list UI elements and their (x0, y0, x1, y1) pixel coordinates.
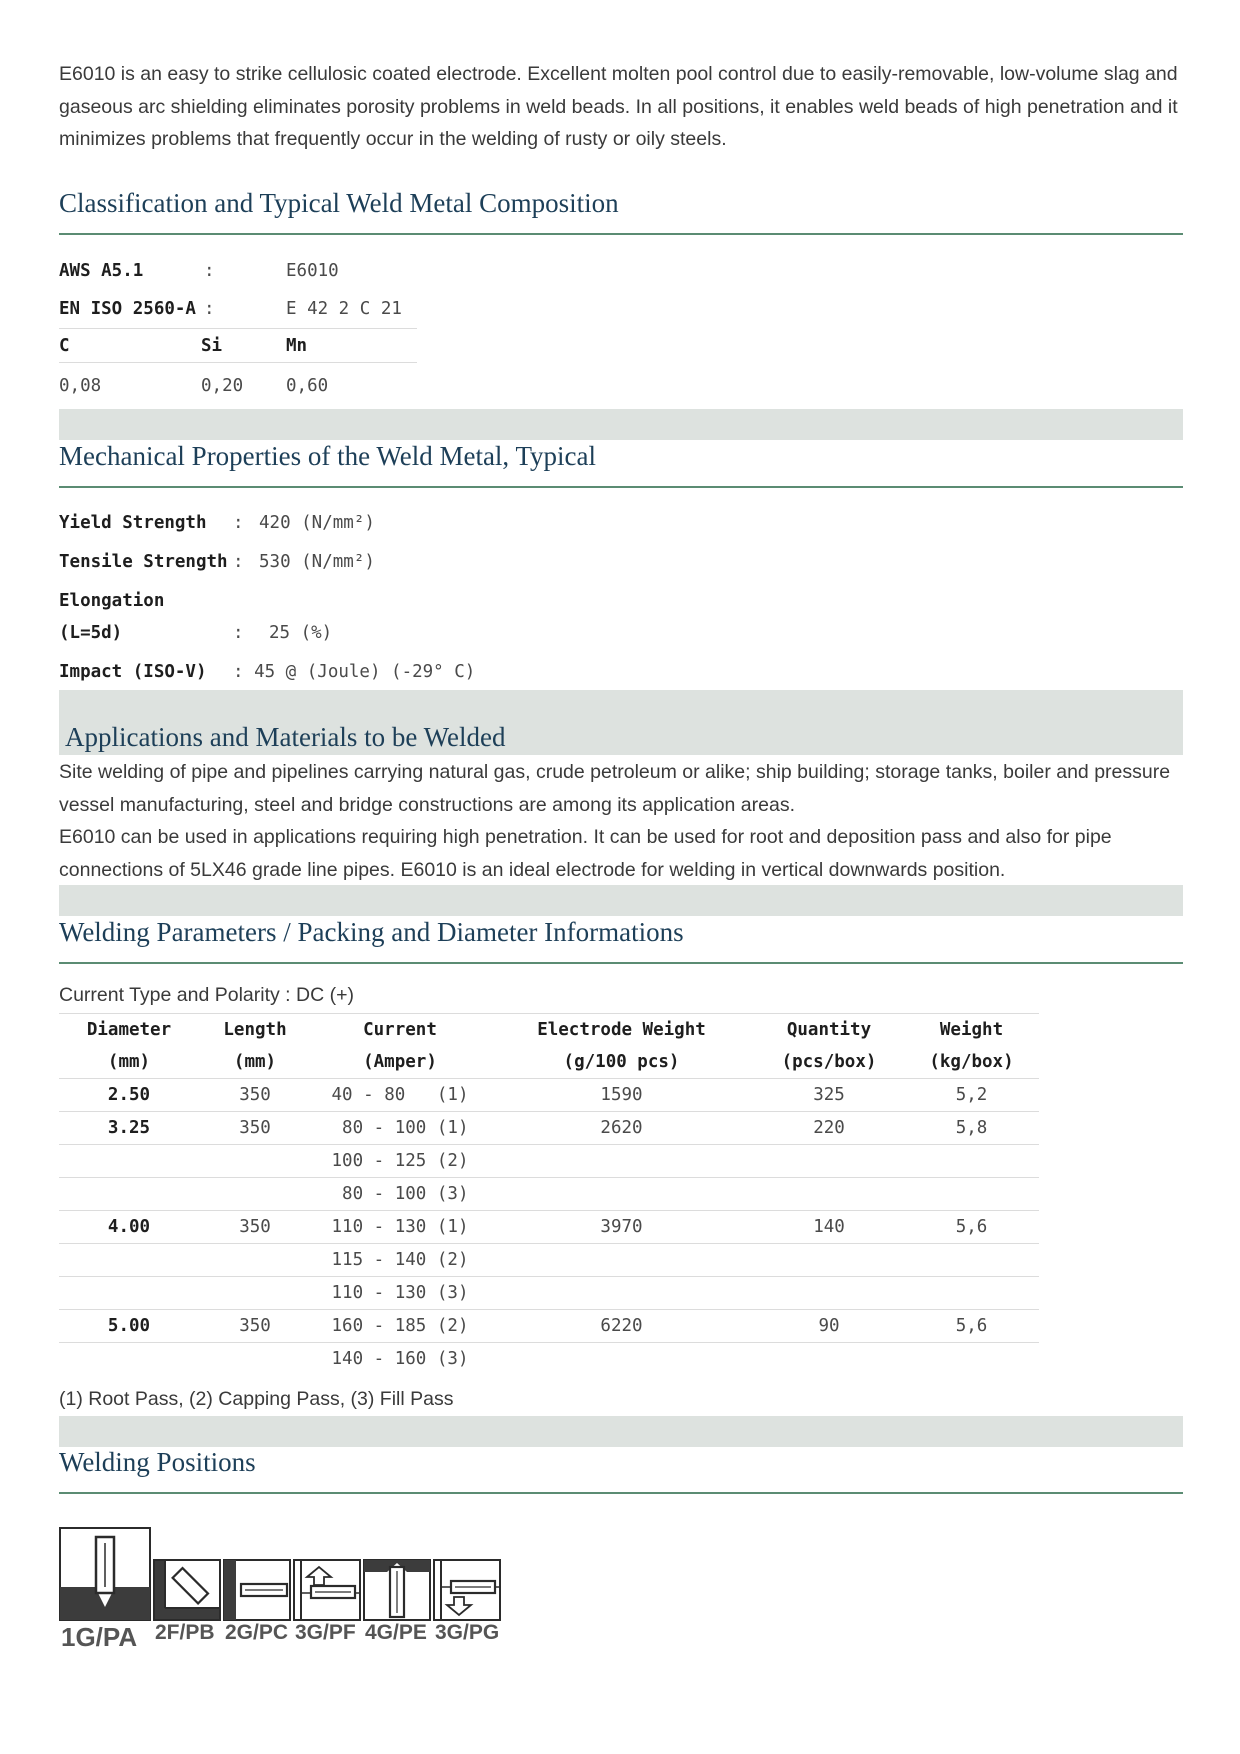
table-row (59, 1178, 1039, 1211)
parameters-heading: Welding Parameters / Packing and Diameter Informations (59, 917, 684, 947)
quantity-cell: 90 (754, 1310, 904, 1343)
col-header-electrode-weight: Electrode Weight (537, 1020, 706, 1040)
electrode-weight-cell: 2620 (489, 1112, 754, 1145)
tensile-value: 530 (N/mm²) (259, 552, 375, 572)
weight-cell (904, 1244, 1039, 1277)
length-cell (199, 1145, 311, 1178)
col-header-weight: Weight (939, 1020, 1004, 1040)
table-row (59, 1343, 1039, 1376)
current-cell: 115 - 140 (2) (311, 1244, 489, 1277)
impact-label: Impact (ISO-V) (59, 662, 207, 682)
current-type-text: Current Type and Polarity : DC (+) (59, 984, 354, 1006)
elongation-gauge-label: (L=5d) (59, 623, 123, 643)
applications-paragraph-2: E6010 can be used in applications requiring high penetration. It can be used for root and deposition pass and also for pipe connections of 5LX46 grade line pipes. E6010 is an ideal electrode for welding in vertical downwards position. (59, 826, 1112, 881)
col-unit-current: (Amper) (311, 1046, 489, 1079)
composition-rule-bottom (59, 362, 417, 363)
table-row (59, 1277, 1039, 1310)
electrode-weight-cell (489, 1343, 754, 1376)
applications-body (59, 756, 1183, 886)
applications-heading: Applications and Materials to be Welded (65, 722, 506, 752)
length-cell: 350 (199, 1079, 311, 1112)
value-c: 0,08 (59, 376, 102, 396)
electrode-weight-cell: 3970 (489, 1211, 754, 1244)
yield-value: 420 (N/mm²) (259, 513, 375, 533)
yield-label: Yield Strength (59, 513, 207, 533)
diameter-cell: 5.00 (59, 1310, 199, 1343)
col-unit-electrode-weight: (g/100 pcs) (489, 1046, 754, 1079)
table-row (59, 1211, 1039, 1244)
electrode-weight-cell: 6220 (489, 1310, 754, 1343)
composition-rule-top (59, 328, 417, 329)
diameter-cell: 3.25 (59, 1112, 199, 1145)
table-row (59, 1145, 1039, 1178)
quantity-cell: 325 (754, 1079, 904, 1112)
intro-paragraph: E6010 is an easy to strike cellulosic coated electrode. Excellent molten pool control due to easily-removable, low-volume slag and gaseous arc shielding eliminates porosity problems in weld beads. In all positions, it enables weld beads of high penetration and it minimizes problems that frequently occur in the welding of rusty or oily steels. (59, 63, 1178, 150)
weight-cell (904, 1277, 1039, 1310)
section-band (59, 885, 1183, 916)
en-iso-value: E 42 2 C 21 (286, 299, 402, 319)
classification-heading: Classification and Typical Weld Metal Composition (59, 188, 619, 218)
yield-sep: : (233, 513, 244, 533)
position-2g-icon (223, 1559, 291, 1621)
applications-paragraph-1: Site welding of pipe and pipelines carrying natural gas, crude petroleum or alike; ship building; storage tanks, boiler and pressure vessel manufacturing, steel and bridge constructions are among its application areas. (59, 761, 1171, 816)
quantity-cell (754, 1145, 904, 1178)
current-cell: 80 - 100 (1) (311, 1112, 489, 1145)
electrode-weight-cell (489, 1145, 754, 1178)
position-3g-up-icon (293, 1559, 361, 1621)
diameter-cell: 4.00 (59, 1211, 199, 1244)
position-4g-icon (363, 1559, 431, 1621)
position-2f-label: 2F/PB (155, 1621, 215, 1644)
table-row (59, 1112, 1039, 1145)
element-c: C (59, 336, 70, 356)
length-cell: 350 (199, 1211, 311, 1244)
elongation-label: Elongation (59, 591, 165, 611)
position-4g (363, 1559, 431, 1644)
length-cell (199, 1244, 311, 1277)
positions-heading: Welding Positions (59, 1447, 256, 1477)
quantity-cell: 220 (754, 1112, 904, 1145)
position-1g-label: 1G/PA (61, 1622, 138, 1652)
position-2f (153, 1559, 221, 1644)
current-cell: 160 - 185 (2) (311, 1310, 489, 1343)
diameter-cell (59, 1178, 199, 1211)
value-si: 0,20 (201, 376, 244, 396)
aws-label: AWS A5.1 (59, 261, 144, 281)
positions-rule (59, 1492, 1183, 1494)
tensile-label: Tensile Strength (59, 552, 228, 572)
quantity-cell (754, 1178, 904, 1211)
aws-value: E6010 (286, 261, 339, 281)
position-3g-up-label: 3G/PF (295, 1621, 356, 1644)
length-cell: 350 (199, 1310, 311, 1343)
length-cell (199, 1178, 311, 1211)
electrode-weight-cell (489, 1277, 754, 1310)
section-band (59, 409, 1183, 440)
position-2f-icon (153, 1559, 221, 1621)
electrode-weight-cell (489, 1178, 754, 1211)
diameter-cell (59, 1343, 199, 1376)
impact-value: : 45 @ (Joule) (-29° C) (233, 662, 476, 682)
mechanical-rule (59, 486, 1183, 488)
current-cell: 80 - 100 (3) (311, 1178, 489, 1211)
table-row (59, 1079, 1039, 1112)
element-mn: Mn (286, 336, 308, 356)
elongation-value: 25 (%) (269, 623, 333, 643)
parameters-rule (59, 962, 1183, 964)
position-3g-down-label: 3G/PG (435, 1621, 500, 1644)
diameter-cell (59, 1277, 199, 1310)
current-cell: 110 - 130 (1) (311, 1211, 489, 1244)
value-mn: 0,60 (286, 376, 329, 396)
table-row (59, 1244, 1039, 1277)
aws-sep: : (204, 261, 215, 281)
classification-rule (59, 233, 1183, 235)
col-header-current: Current (363, 1020, 437, 1040)
position-1g (59, 1527, 151, 1652)
position-3g-up (293, 1559, 361, 1644)
quantity-cell (754, 1244, 904, 1277)
electrode-weight-cell (489, 1244, 754, 1277)
current-cell: 40 - 80 (1) (311, 1079, 489, 1112)
electrode-weight-cell: 1590 (489, 1079, 754, 1112)
element-si: Si (201, 336, 223, 356)
position-1g-icon (59, 1527, 151, 1621)
weight-cell: 5,6 (904, 1310, 1039, 1343)
weight-cell: 5,6 (904, 1211, 1039, 1244)
weight-cell (904, 1145, 1039, 1178)
position-3g-down-icon (433, 1559, 501, 1621)
mechanical-heading: Mechanical Properties of the Weld Metal, Typical (59, 441, 597, 471)
tensile-sep: : (233, 552, 244, 572)
position-2g-label: 2G/PC (225, 1621, 289, 1644)
quantity-cell: 140 (754, 1211, 904, 1244)
table-row (59, 1310, 1039, 1343)
col-header-length: Length (223, 1020, 287, 1040)
weight-cell: 5,2 (904, 1079, 1039, 1112)
quantity-cell (754, 1277, 904, 1310)
col-header-quantity: Quantity (786, 1020, 872, 1040)
current-cell: 110 - 130 (3) (311, 1277, 489, 1310)
en-iso-sep: : (204, 299, 215, 319)
col-unit-length: (mm) (199, 1046, 311, 1079)
table-footnote: (1) Root Pass, (2) Capping Pass, (3) Fill Pass (59, 1388, 454, 1410)
table-body (59, 1079, 1039, 1376)
weight-cell: 5,8 (904, 1112, 1039, 1145)
diameter-cell: 2.50 (59, 1079, 199, 1112)
current-cell: 100 - 125 (2) (311, 1145, 489, 1178)
weight-cell (904, 1343, 1039, 1376)
length-cell (199, 1277, 311, 1310)
col-unit-quantity: (pcs/box) (754, 1046, 904, 1079)
length-cell (199, 1343, 311, 1376)
elongation-sep: : (233, 623, 244, 643)
position-2g (223, 1559, 291, 1644)
length-cell: 350 (199, 1112, 311, 1145)
weight-cell (904, 1178, 1039, 1211)
en-iso-label: EN ISO 2560-A (59, 299, 196, 319)
col-header-diameter: Diameter (86, 1020, 172, 1040)
position-4g-label: 4G/PE (365, 1621, 427, 1644)
col-unit-diameter: (mm) (59, 1046, 199, 1079)
col-unit-weight: (kg/box) (904, 1046, 1039, 1079)
quantity-cell (754, 1343, 904, 1376)
position-3g-down (433, 1559, 501, 1644)
diameter-cell (59, 1145, 199, 1178)
parameters-table (59, 1014, 1039, 1375)
current-cell: 140 - 160 (3) (331, 1349, 469, 1369)
diameter-cell (59, 1244, 199, 1277)
section-band (59, 1416, 1183, 1447)
